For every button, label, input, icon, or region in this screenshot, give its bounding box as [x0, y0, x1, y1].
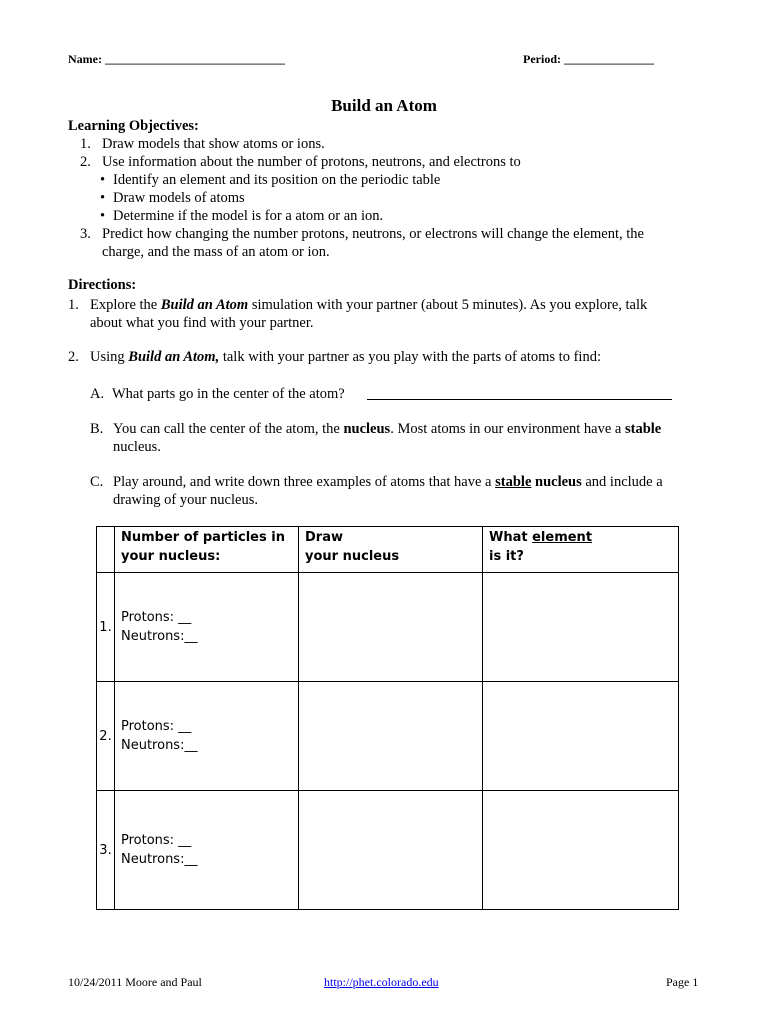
question-c-text-cont: drawing of your nucleus.	[113, 492, 258, 508]
footer-link[interactable]: http://phet.colorado.edu	[324, 975, 439, 989]
header-num-cell	[97, 527, 115, 573]
bullet-icon: •	[100, 208, 106, 224]
bullet-item: Determine if the model is for a atom or an ion.	[113, 208, 384, 224]
period-field-label	[523, 52, 654, 67]
objective-item: Use information about the number of protons, neutrons, and electrons to	[102, 154, 521, 170]
objectives-heading: Learning Objectives:	[68, 118, 199, 134]
question-b-text: You can call the center of the atom, the nucleus. Most atoms in our environment have a stable	[113, 421, 662, 437]
period-label: Period:	[523, 52, 561, 66]
table-row	[97, 573, 679, 682]
table-header-row	[97, 527, 679, 573]
period-blank: _______________	[564, 52, 654, 66]
objective-number: 2.	[80, 154, 91, 170]
particles-cell[interactable]: Protons: __ Neutrons:__	[115, 682, 299, 791]
row-number: 2.	[97, 682, 115, 791]
question-c-text: Play around, and write down three examples of atoms that have a stable nucleus and include a	[113, 474, 663, 490]
objective-number: 3.	[80, 226, 91, 242]
question-b-text-cont: nucleus.	[113, 439, 161, 455]
objective-item-cont: charge, and the mass of an atom or ion.	[102, 244, 330, 260]
answer-blank-line[interactable]	[367, 399, 672, 400]
element-cell[interactable]	[483, 791, 679, 910]
table-row	[97, 682, 679, 791]
direction-number: 2.	[68, 349, 79, 365]
row-number: 1.	[97, 573, 115, 682]
element-cell[interactable]	[483, 682, 679, 791]
objective-item: Draw models that show atoms or ions.	[102, 136, 325, 152]
footer-page-number: Page 1	[666, 975, 699, 989]
bullet-icon: •	[100, 172, 106, 188]
particles-cell[interactable]: Protons: __ Neutrons:__	[115, 573, 299, 682]
objective-number: 1.	[80, 136, 91, 152]
name-field-label	[68, 52, 285, 67]
question-a-text: What parts go in the center of the atom?	[112, 386, 345, 402]
direction-2-text: Using Build an Atom, talk with your partner as you play with the parts of atoms to find:	[90, 349, 601, 365]
direction-1-text-cont: about what you find with your partner.	[90, 315, 314, 331]
directions-heading: Directions:	[68, 277, 137, 293]
page-title: Build an Atom	[331, 96, 437, 115]
draw-cell[interactable]	[299, 573, 483, 682]
bullet-item: Draw models of atoms	[113, 190, 245, 206]
question-letter: C.	[90, 474, 104, 490]
draw-cell[interactable]	[299, 682, 483, 791]
bullet-item: Identify an element and its position on the periodic table	[113, 172, 441, 188]
question-letter: B.	[90, 421, 104, 437]
name-blank: ______________________________	[104, 52, 285, 66]
footer-date-authors: 10/24/2011 Moore and Paul	[68, 975, 202, 989]
bullet-icon: •	[100, 190, 106, 206]
table-row	[97, 791, 679, 910]
direction-number: 1.	[68, 297, 79, 313]
objective-item: Predict how changing the number protons, neutrons, or electrons will change the element, the	[102, 226, 644, 242]
draw-cell[interactable]	[299, 791, 483, 910]
element-cell[interactable]	[483, 573, 679, 682]
header-draw: Draw your nucleus	[299, 527, 483, 573]
header-particles: Number of particles in your nucleus:	[115, 527, 299, 573]
header-element: What element is it?	[483, 527, 679, 573]
row-number: 3.	[97, 791, 115, 910]
question-letter: A.	[90, 386, 105, 402]
name-label: Name:	[68, 52, 102, 66]
particles-cell[interactable]: Protons: __ Neutrons:__	[115, 791, 299, 910]
direction-1-text: Explore the Build an Atom simulation with your partner (about 5 minutes). As you explore, talk	[90, 297, 648, 313]
nucleus-table	[96, 526, 679, 910]
